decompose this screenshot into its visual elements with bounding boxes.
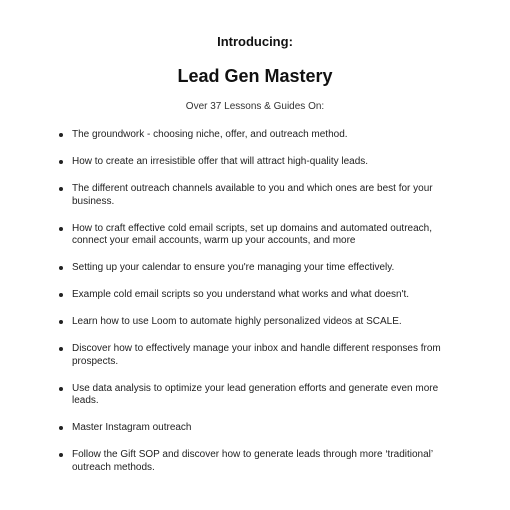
lesson-list (0, 129, 510, 489)
list-item (0, 262, 452, 275)
list-item (0, 383, 452, 408)
list-item (0, 316, 452, 329)
list-item-text: Example cold email scripts so you understand what works and what doesn't. (72, 289, 410, 300)
list-item (0, 449, 452, 474)
list-item (0, 422, 452, 435)
list-item (0, 156, 452, 169)
bullet-icon (59, 453, 63, 457)
list-item-text: Setting up your calendar to ensure you're managing your time effectively. (72, 262, 395, 273)
list-item (0, 223, 452, 248)
bullet-icon (59, 133, 63, 137)
bullet-icon (59, 320, 63, 324)
list-item-text: How to create an irresistible offer that will attract high-quality leads. (72, 156, 369, 167)
list-item-text: Discover how to effectively manage your inbox and handle different responses from prospects. (72, 343, 441, 367)
intro-heading: Introducing: (217, 34, 293, 49)
bullet-icon (59, 187, 63, 191)
list-item-text: Use data analysis to optimize your lead generation efforts and generate even more leads. (72, 382, 439, 406)
list-item (0, 343, 452, 368)
bullet-icon (59, 266, 63, 270)
list-item-text: How to craft effective cold email scripts, set up domains and automated outreach, connect your email accounts, warm up your accounts, and more (72, 222, 432, 246)
subtitle: Over 37 Lessons & Guides On: (185, 101, 325, 112)
list-item (0, 183, 452, 208)
list-item (0, 289, 452, 302)
page-title: Lead Gen Mastery (177, 66, 333, 86)
list-item-text: Follow the Gift SOP and discover how to generate leads through more ‘traditional’ outreach methods. (72, 449, 433, 473)
bullet-icon (59, 227, 63, 231)
bullet-icon (59, 347, 63, 351)
bullet-icon (59, 426, 63, 430)
list-item (0, 129, 452, 142)
list-item-text: Master Instagram outreach (72, 422, 192, 433)
list-item-text: Learn how to use Loom to automate highly personalized videos at SCALE. (72, 316, 402, 327)
bullet-icon (59, 293, 63, 297)
list-item-text: The different outreach channels available to you and which ones are best for your business. (72, 183, 433, 207)
list-item-text: The groundwork - choosing niche, offer, and outreach method. (72, 129, 348, 140)
bullet-icon (59, 387, 63, 391)
bullet-icon (59, 160, 63, 164)
